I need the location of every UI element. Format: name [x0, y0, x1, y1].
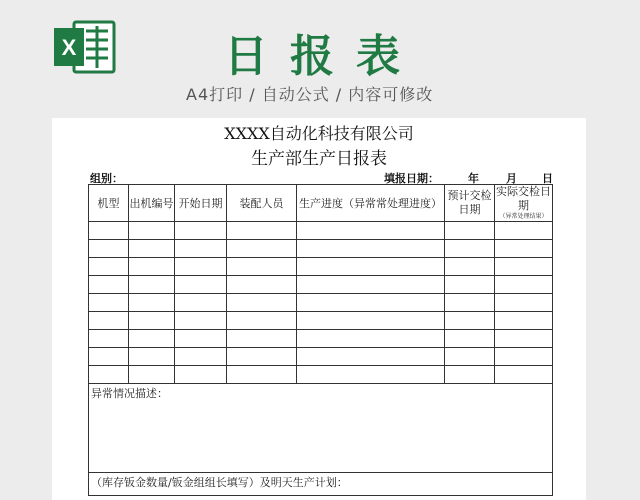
logo-letter: X [61, 35, 77, 60]
table-cell[interactable] [175, 366, 227, 384]
table-cell[interactable] [495, 330, 553, 348]
table-row [89, 312, 553, 330]
table-cell[interactable] [297, 348, 445, 366]
table-cell[interactable] [175, 294, 227, 312]
table-cell[interactable] [495, 258, 553, 276]
report-title: 生产部生产日报表 [251, 149, 387, 169]
table-cell[interactable] [495, 276, 553, 294]
col-unit-number: 出机编号 [129, 185, 175, 222]
table-cell[interactable] [129, 330, 175, 348]
table-cell[interactable] [445, 276, 495, 294]
table-cell[interactable] [495, 348, 553, 366]
table-row [89, 330, 553, 348]
table-cell[interactable] [227, 222, 297, 240]
table-cell[interactable] [227, 294, 297, 312]
report-table [88, 184, 553, 496]
table-cell[interactable] [129, 240, 175, 258]
table-cell[interactable] [495, 312, 553, 330]
table-cell[interactable] [129, 294, 175, 312]
table-cell[interactable] [129, 348, 175, 366]
table-cell[interactable] [297, 330, 445, 348]
table-cell[interactable] [495, 222, 553, 240]
table-row [89, 276, 553, 294]
table-cell[interactable] [175, 222, 227, 240]
date-month: 月 [506, 172, 517, 185]
col-expected-date-label: 预计交检日期 [447, 189, 492, 216]
table-row [89, 240, 553, 258]
table-cell[interactable] [297, 276, 445, 294]
table-cell[interactable] [445, 294, 495, 312]
table-cell[interactable] [175, 330, 227, 348]
col-model: 机型 [89, 185, 129, 222]
table-cell[interactable] [89, 312, 129, 330]
table-cell[interactable] [175, 312, 227, 330]
col-progress: 生产进度（异常常处理进度） [297, 185, 445, 222]
col-start-date: 开始日期 [175, 185, 227, 222]
table-cell[interactable] [175, 240, 227, 258]
banner-subtitle: A4打印 / 自动公式 / 内容可修改 [186, 85, 434, 104]
table-cell[interactable] [227, 240, 297, 258]
table-cell[interactable] [89, 258, 129, 276]
table-cell[interactable] [445, 312, 495, 330]
header-row [89, 185, 553, 222]
table-row [89, 222, 553, 240]
date-year: 年 [468, 172, 479, 185]
col-actual-date-label: 实际交检日期 [496, 185, 551, 212]
abnormal-description-cell[interactable]: 异常情况描述： [89, 384, 553, 473]
table-cell[interactable] [445, 258, 495, 276]
table-cell[interactable] [495, 240, 553, 258]
table-cell[interactable] [89, 348, 129, 366]
table-cell[interactable] [175, 348, 227, 366]
table-cell[interactable] [129, 276, 175, 294]
table-cell[interactable] [89, 240, 129, 258]
table-cell[interactable] [129, 258, 175, 276]
table-cell[interactable] [89, 330, 129, 348]
company-name: XXXX自动化科技有限公司 [224, 124, 414, 143]
table-cell[interactable] [445, 222, 495, 240]
table-cell[interactable] [89, 294, 129, 312]
table-cell[interactable] [129, 366, 175, 384]
table-body [89, 222, 553, 384]
table-row [89, 348, 553, 366]
table-cell[interactable] [445, 366, 495, 384]
spreadsheet-page [52, 118, 586, 500]
table-row [89, 258, 553, 276]
table-cell[interactable] [297, 222, 445, 240]
table-cell[interactable] [227, 366, 297, 384]
col-actual-date [495, 185, 553, 222]
table-cell[interactable] [445, 348, 495, 366]
col-expected-date [445, 185, 495, 222]
excel-icon [52, 18, 116, 76]
table-cell[interactable] [445, 330, 495, 348]
table-cell[interactable] [297, 294, 445, 312]
table-cell[interactable] [495, 366, 553, 384]
table-row [89, 294, 553, 312]
table-cell[interactable] [297, 240, 445, 258]
table-cell[interactable] [175, 258, 227, 276]
table-cell[interactable] [175, 276, 227, 294]
table-cell[interactable] [89, 366, 129, 384]
table-cell[interactable] [297, 312, 445, 330]
table-cell[interactable] [89, 222, 129, 240]
banner-title: 日报表 [224, 31, 422, 82]
table-row [89, 366, 553, 384]
table-cell[interactable] [297, 366, 445, 384]
table-cell[interactable] [297, 258, 445, 276]
plan-cell[interactable]: （库存钣金数量/钣金组组长填写）及明天生产计划： [89, 473, 553, 496]
table-cell[interactable] [227, 312, 297, 330]
date-day: 日 [542, 172, 553, 185]
date-label: 填报日期： [384, 172, 439, 185]
col-actual-date-note: （异常处理结果） [499, 213, 548, 220]
table-cell[interactable] [89, 276, 129, 294]
table-cell[interactable] [445, 240, 495, 258]
table-cell[interactable] [129, 312, 175, 330]
group-label: 组别： [90, 172, 123, 185]
table-cell[interactable] [227, 258, 297, 276]
table-cell[interactable] [227, 276, 297, 294]
col-assembler: 装配人员 [227, 185, 297, 222]
table-cell[interactable] [129, 222, 175, 240]
table-cell[interactable] [227, 348, 297, 366]
banner [0, 0, 640, 118]
table-cell[interactable] [227, 330, 297, 348]
table-cell[interactable] [495, 294, 553, 312]
